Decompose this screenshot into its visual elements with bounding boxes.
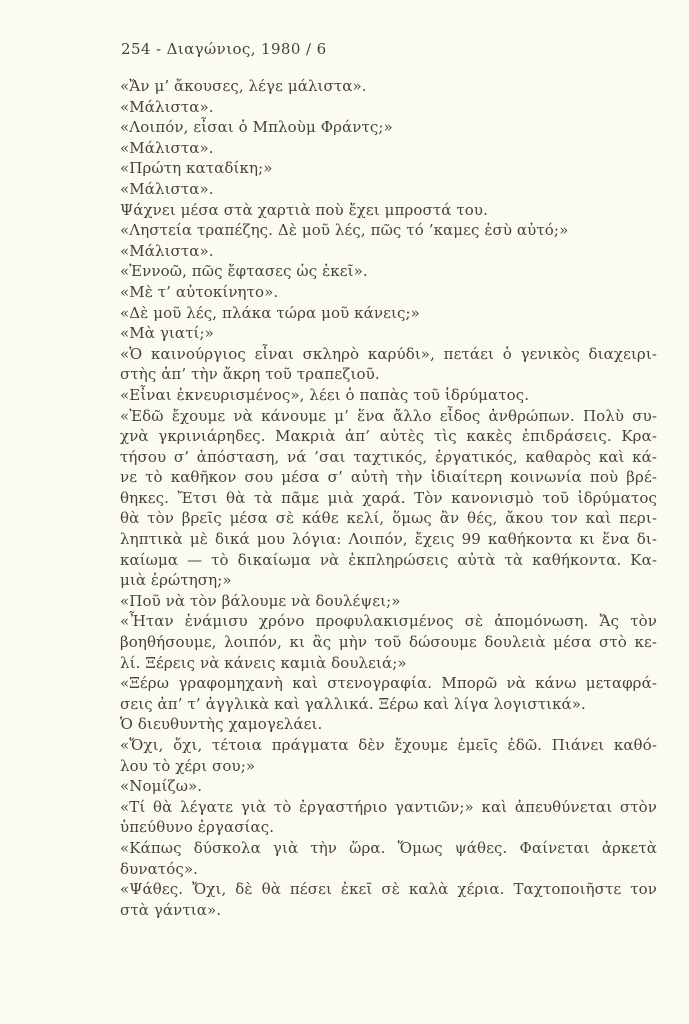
text-line: μιὰ ἐρώτηση;»: [120, 571, 232, 590]
text-line: «Μάλιστα».: [120, 97, 214, 116]
text-line: «Εἶναι ἐκνευρισμένος», λέει ὁ παπὰς τοῦ ἱδρύματος.: [120, 385, 530, 404]
paragraph: [120, 97, 657, 118]
text-line: λου τὸ χέρι σου;»: [120, 756, 256, 775]
page-header: 254 - Διαγώνιος, 1980 / 6: [121, 40, 327, 58]
paragraph: [120, 591, 657, 612]
paragraph: [120, 385, 657, 406]
text-line: «Μάλιστα».: [120, 241, 214, 260]
paragraph: [120, 261, 657, 282]
text-line: «Ἄν μ’ ἄκουσες, λέγε μάλιστα».: [120, 77, 367, 95]
text-line: «Πρώτη καταδίκη;»: [120, 159, 273, 178]
paragraph: [120, 838, 657, 879]
text-line: «Μὲ τ’ αὐτοκίνητο».: [120, 282, 279, 301]
text-line: τήσου σ’ ἀπόσταση, νά ’σαι ταχτικός, ἐργατικός, καθαρὸς καὶ κά-: [120, 447, 657, 466]
text-line: «Ξέρω γραφομηχανὴ καὶ στενογραφία. Μπορῶ νὰ κάνω μεταφρά-: [120, 674, 657, 693]
paragraph: [120, 158, 657, 179]
paragraph: [120, 611, 657, 673]
text-line: σεις ἀπ’ τ’ ἀγγλικὰ καὶ γαλλικά. Ξέρω καὶ λίγα λογιστικά».: [120, 694, 586, 713]
text-line: «Ἐδῶ ἔχουμε νὰ κάνουμε μ’ ἕνα ἄλλο εἶδος ἀνθρώπων. Πολὺ συ-: [120, 406, 657, 425]
text-line: λί. Ξέρεις νὰ κάνεις καμιὰ δουλειά;»: [120, 653, 407, 672]
text-block: [120, 76, 657, 920]
text-line: «Ἦταν ἑνάμισυ χρόνο προφυλακισμένος σὲ ἀπομόνωση. Ἄς τὸν: [120, 612, 657, 631]
text-line: «Ληστεία τραπέζης. Δὲ μοῦ λές, πῶς τό ’καμες ἐσὺ αὐτό;»: [120, 221, 569, 240]
paragraph: [120, 797, 657, 838]
paragraph: [120, 117, 657, 138]
paragraph: [120, 673, 657, 714]
text-line: «Μάλιστα».: [120, 138, 214, 157]
text-line: «Τί θὰ λέγατε γιὰ τὸ ἐργαστήριο γαντιῶν;» καὶ ἀπευθύνεται στὸν: [120, 797, 657, 816]
paragraph: [120, 76, 657, 97]
paragraph: [120, 303, 657, 324]
text-line: θὰ τὸν βρεῖς μέσα σὲ κάθε κελί, ὅμως ἂν θές, ἄκου τον καὶ περι-: [120, 509, 657, 528]
text-line: ληπτικὰ μὲ δικά μου λόγια: Λοιπόν, ἔχεις 99 καθήκοντα κι ἕνα δι-: [120, 530, 657, 549]
paragraph: [120, 714, 657, 735]
text-line: «Νομίζω».: [120, 777, 203, 796]
paragraph: [120, 735, 657, 776]
text-line: «Δὲ μοῦ λές, πλάκα τώρα μοῦ κάνεις;»: [120, 303, 420, 322]
text-line: καίωμα — τὸ δικαίωμα νὰ ἐκπληρώσεις αὐτὰ τὰ καθήκοντα. Κα-: [120, 550, 657, 569]
text-line: βοηθήσουμε, λοιπόν, κι ἂς μὴν τοῦ δώσουμε δουλειὰ μέσα στὸ κε-: [120, 633, 657, 652]
text-line: θηκες. Ἔτσι θὰ τὰ πᾶμε μιὰ χαρά. Τὸν κανονισμὸ τοῦ ἱδρύματος: [120, 488, 657, 507]
text-line: στὴς ἀπ’ τὴν ἄκρη τοῦ τραπεζιοῦ.: [120, 365, 380, 384]
text-line: «Λοιπόν, εἶσαι ὁ Μπλοὺμ Φράντς;»: [120, 118, 393, 137]
text-line: «Ποῦ νὰ τὸν βάλουμε νὰ δουλέψει;»: [120, 591, 401, 610]
text-line: «Μάλιστα».: [120, 179, 214, 198]
text-line: Ὁ διευθυντὴς χαμογελάει.: [120, 715, 323, 734]
paragraph: [120, 282, 657, 303]
text-line: «Κάπως δύσκολα γιὰ τὴν ὥρα. Ὅμως ψάθες. Φαίνεται ἀρκετὰ: [120, 838, 657, 857]
paragraph: [120, 344, 657, 385]
paragraph: [120, 179, 657, 200]
paragraph: [120, 776, 657, 797]
text-line: «Ὁ καινούργιος εἶναι σκληρὸ καρύδι», πετάει ὁ γενικὸς διαχειρι-: [120, 344, 657, 363]
paragraph: [120, 241, 657, 262]
text-line: ὑπεύθυνο ἐργασίας.: [120, 818, 275, 837]
paragraph: [120, 406, 657, 591]
text-line: «Ψάθες. Ὄχι, δὲ θὰ πέσει ἐκεῖ σὲ καλὰ χέρια. Ταχτοποιῆστε τον: [120, 880, 657, 899]
paragraph: [120, 220, 657, 241]
text-line: «Μὰ γιατί;»: [120, 324, 214, 343]
text-line: «Ὄχι, ὄχι, τέτοια πράγματα δὲν ἔχουμε ἐμεῖς ἐδῶ. Πιάνει καθό-: [120, 736, 657, 754]
paragraph: [120, 879, 657, 920]
text-line: χνὰ γκρινιάρηδες. Μακριὰ ἀπ’ αὐτὲς τὶς κακὲς ἐπιδράσεις. Κρα-: [120, 427, 657, 446]
text-line: στὰ γάντια».: [120, 900, 222, 919]
paragraph: [120, 138, 657, 159]
text-line: δυνατός».: [120, 859, 198, 878]
text-line: νε τὸ καθῆκον σου μέσα σ’ αὐτὴ τὴν ἰδιαίτερη κοινωνία ποὺ βρέ-: [120, 468, 657, 487]
paragraph: [120, 323, 657, 344]
text-line: Ψάχνει μέσα στὰ χαρτιὰ ποὺ ἔχει μπροστά του.: [120, 200, 488, 219]
paragraph: [120, 200, 657, 221]
text-line: «Ἐννοῶ, πῶς ἔφτασες ὡς ἐκεῖ».: [120, 262, 368, 281]
